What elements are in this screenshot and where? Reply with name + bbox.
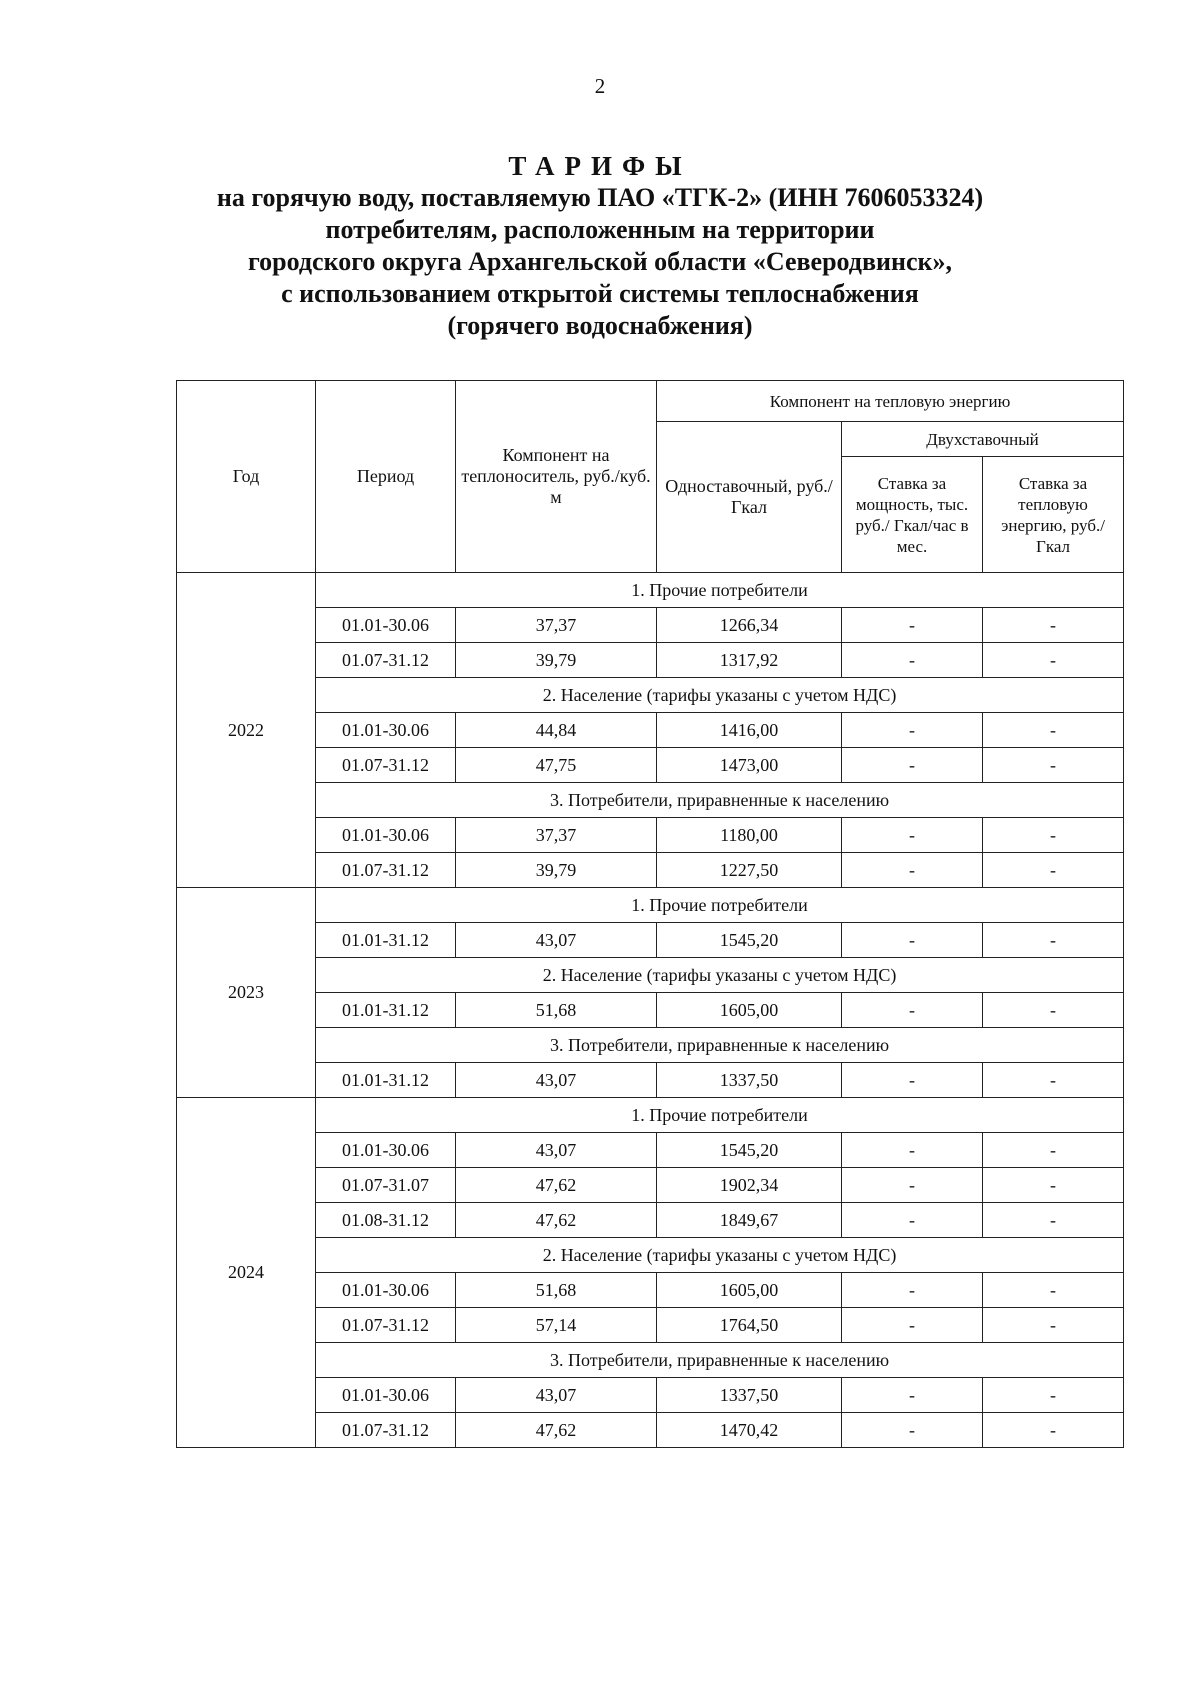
period-cell: 01.01-30.06 (316, 1273, 456, 1308)
single-rate-cell: 1266,34 (657, 608, 842, 643)
carrier-cell: 47,62 (456, 1413, 657, 1448)
table-row (177, 1273, 1124, 1308)
table-row (177, 713, 1124, 748)
period-cell: 01.08-31.12 (316, 1203, 456, 1238)
carrier-cell: 37,37 (456, 608, 657, 643)
period-cell: 01.01-31.12 (316, 993, 456, 1028)
period-cell: 01.01-30.06 (316, 818, 456, 853)
carrier-cell: 43,07 (456, 1063, 657, 1098)
energy-rate-cell: - (983, 1273, 1124, 1308)
energy-rate-cell: - (983, 853, 1124, 888)
title-line-1: на горячую воду, поставляемую ПАО «ТГК-2» (ИНН 7606053324) (216, 183, 984, 212)
period-cell: 01.07-31.07 (316, 1168, 456, 1203)
year-cell: 2023 (177, 888, 316, 1098)
group-header: 2. Население (тарифы указаны с учетом НДС) (316, 958, 1124, 993)
period-cell: 01.07-31.12 (316, 1413, 456, 1448)
year-cell: 2024 (177, 1098, 316, 1448)
table-row (177, 853, 1124, 888)
power-rate-cell: - (842, 993, 983, 1028)
period-cell: 01.07-31.12 (316, 1308, 456, 1343)
group-header: 2. Население (тарифы указаны с учетом НДС) (316, 1238, 1124, 1273)
period-cell: 01.01-30.06 (316, 713, 456, 748)
title-line-5: (горячего водоснабжения) (447, 311, 753, 340)
energy-rate-cell: - (983, 818, 1124, 853)
power-rate-cell: - (842, 818, 983, 853)
period-cell: 01.01-30.06 (316, 1133, 456, 1168)
header-power-rate: Ставка за мощность, тыс. руб./ Гкал/час в мес. (842, 457, 983, 573)
power-rate-cell: - (842, 1063, 983, 1098)
group-header: 1. Прочие потребители (316, 888, 1124, 923)
table-row (177, 923, 1124, 958)
header-single-rate: Одноставочный, руб./Гкал (657, 422, 842, 573)
title-line-3: городского округа Архангельской области «Северодвинск», (248, 247, 952, 276)
year-cell: 2022 (177, 573, 316, 888)
table-row (177, 608, 1124, 643)
page-number: 2 (594, 74, 606, 98)
table-row (177, 1133, 1124, 1168)
title-main: ТАРИФЫ (508, 151, 692, 181)
period-cell: 01.07-31.12 (316, 748, 456, 783)
energy-rate-cell: - (983, 923, 1124, 958)
table-row (177, 748, 1124, 783)
title-line-2: потребителям, расположенным на территории (325, 215, 875, 244)
power-rate-cell: - (842, 1273, 983, 1308)
single-rate-cell: 1180,00 (657, 818, 842, 853)
table-row (177, 1168, 1124, 1203)
period-cell: 01.01-30.06 (316, 1378, 456, 1413)
energy-rate-cell: - (983, 1308, 1124, 1343)
power-rate-cell: - (842, 1203, 983, 1238)
carrier-cell: 47,62 (456, 1168, 657, 1203)
single-rate-cell: 1470,42 (657, 1413, 842, 1448)
title-line-4: с использованием открытой системы теплоснабжения (281, 279, 919, 308)
period-cell: 01.07-31.12 (316, 853, 456, 888)
energy-rate-cell: - (983, 748, 1124, 783)
single-rate-cell: 1416,00 (657, 713, 842, 748)
period-cell: 01.01-31.12 (316, 1063, 456, 1098)
power-rate-cell: - (842, 1378, 983, 1413)
period-cell: 01.01-30.06 (316, 608, 456, 643)
header-period: Период (316, 381, 456, 573)
group-header: 3. Потребители, приравненные к населению (316, 783, 1124, 818)
tariff-table (176, 380, 1124, 1448)
single-rate-cell: 1227,50 (657, 853, 842, 888)
energy-rate-cell: - (983, 1133, 1124, 1168)
group-header: 2. Население (тарифы указаны с учетом НДС) (316, 678, 1124, 713)
period-cell: 01.07-31.12 (316, 643, 456, 678)
energy-rate-cell: - (983, 1413, 1124, 1448)
single-rate-cell: 1337,50 (657, 1063, 842, 1098)
carrier-cell: 51,68 (456, 1273, 657, 1308)
table-row (177, 993, 1124, 1028)
carrier-cell: 43,07 (456, 1133, 657, 1168)
period-cell: 01.01-31.12 (316, 923, 456, 958)
header-year: Год (177, 381, 316, 573)
power-rate-cell: - (842, 1308, 983, 1343)
single-rate-cell: 1902,34 (657, 1168, 842, 1203)
power-rate-cell: - (842, 853, 983, 888)
energy-rate-cell: - (983, 1203, 1124, 1238)
energy-rate-cell: - (983, 1378, 1124, 1413)
energy-rate-cell: - (983, 643, 1124, 678)
carrier-cell: 57,14 (456, 1308, 657, 1343)
carrier-cell: 43,07 (456, 923, 657, 958)
single-rate-cell: 1317,92 (657, 643, 842, 678)
power-rate-cell: - (842, 608, 983, 643)
table-row (177, 1378, 1124, 1413)
table-row (177, 1063, 1124, 1098)
group-header: 3. Потребители, приравненные к населению (316, 1028, 1124, 1063)
single-rate-cell: 1473,00 (657, 748, 842, 783)
energy-rate-cell: - (983, 608, 1124, 643)
power-rate-cell: - (842, 923, 983, 958)
power-rate-cell: - (842, 713, 983, 748)
single-rate-cell: 1764,50 (657, 1308, 842, 1343)
power-rate-cell: - (842, 748, 983, 783)
group-header: 1. Прочие потребители (316, 1098, 1124, 1133)
header-carrier-component: Компонент на теплоноситель, руб./куб. м (456, 381, 657, 573)
table-row (177, 643, 1124, 678)
carrier-cell: 39,79 (456, 643, 657, 678)
table-row (177, 1308, 1124, 1343)
document-title (150, 150, 1050, 342)
single-rate-cell: 1337,50 (657, 1378, 842, 1413)
group-header: 3. Потребители, приравненные к населению (316, 1343, 1124, 1378)
single-rate-cell: 1605,00 (657, 1273, 842, 1308)
single-rate-cell: 1849,67 (657, 1203, 842, 1238)
table-row (177, 818, 1124, 853)
carrier-cell: 51,68 (456, 993, 657, 1028)
energy-rate-cell: - (983, 713, 1124, 748)
energy-rate-cell: - (983, 1168, 1124, 1203)
carrier-cell: 39,79 (456, 853, 657, 888)
carrier-cell: 43,07 (456, 1378, 657, 1413)
power-rate-cell: - (842, 1133, 983, 1168)
energy-rate-cell: - (983, 993, 1124, 1028)
energy-rate-cell: - (983, 1063, 1124, 1098)
carrier-cell: 37,37 (456, 818, 657, 853)
header-heat-component: Компонент на тепловую энергию (657, 381, 1124, 422)
power-rate-cell: - (842, 1168, 983, 1203)
table-row (177, 1203, 1124, 1238)
carrier-cell: 47,75 (456, 748, 657, 783)
single-rate-cell: 1545,20 (657, 923, 842, 958)
group-header: 1. Прочие потребители (316, 573, 1124, 608)
power-rate-cell: - (842, 643, 983, 678)
header-two-rate: Двухставочный (842, 422, 1124, 457)
header-energy-rate: Ставка за тепловую энергию, руб./Гкал (983, 457, 1124, 573)
single-rate-cell: 1605,00 (657, 993, 842, 1028)
power-rate-cell: - (842, 1413, 983, 1448)
carrier-cell: 47,62 (456, 1203, 657, 1238)
carrier-cell: 44,84 (456, 713, 657, 748)
table-row (177, 1413, 1124, 1448)
single-rate-cell: 1545,20 (657, 1133, 842, 1168)
